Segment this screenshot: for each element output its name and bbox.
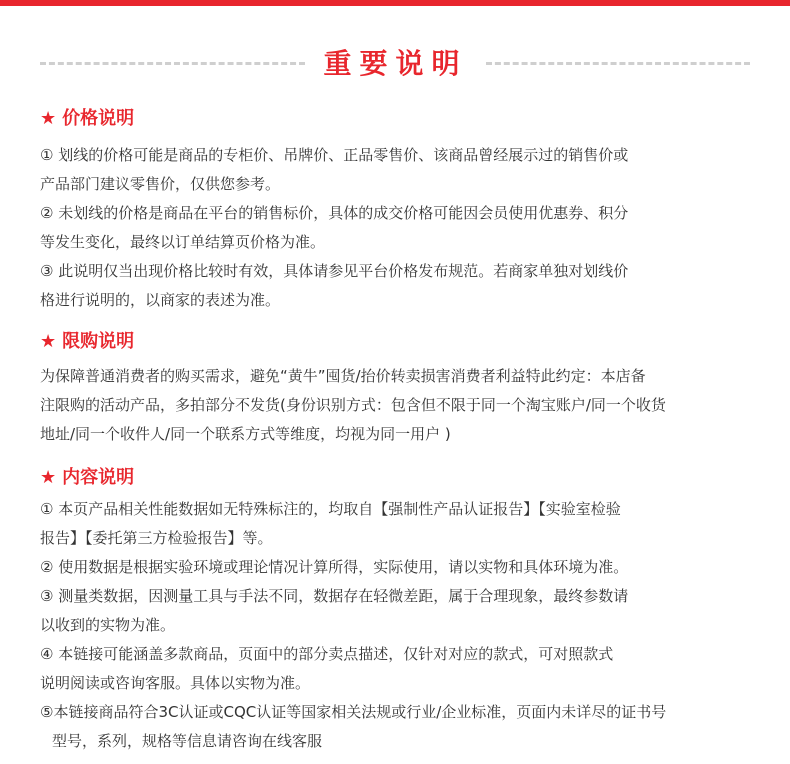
paragraph: [40, 582, 760, 640]
text-line: 格进行说明的，以商家的表述为准。: [40, 291, 281, 309]
section-title: ★ 内容说明: [40, 467, 135, 488]
paragraph: [40, 257, 760, 315]
paragraph: [40, 141, 760, 199]
section-purchase-limit: [40, 330, 760, 449]
header: [0, 42, 790, 86]
text-line: ② 未划线的价格是商品在平台的销售标价，具体的成交价格可能因会员使用优惠券、积分: [40, 204, 629, 222]
text-line: 等发生变化，最终以订单结算页价格为准。: [40, 233, 326, 251]
text-line: 型号，系列，规格等信息请咨询在线客服: [52, 732, 323, 750]
text-line: 说明阅读或咨询客服。具体以实物为准。: [40, 674, 311, 692]
star-icon: ★: [40, 108, 57, 129]
page-title: 重要说明: [323, 47, 468, 80]
text-line: 以收到的实物为准。: [40, 616, 176, 634]
section-content: [40, 466, 760, 756]
paragraph: [40, 640, 760, 698]
paragraph: [40, 199, 760, 257]
paragraph: [40, 553, 760, 582]
section-title: ★ 价格说明: [40, 108, 135, 129]
dashed-divider-left: [40, 62, 305, 65]
text-line: ③ 测量类数据，因测量工具与手法不同，数据存在轻微差距，属于合理现象，最终参数请: [40, 587, 629, 605]
text-line: ② 使用数据是根据实验环境或理论情况计算所得，实际使用，请以实物和具体环境为准。: [40, 558, 629, 576]
star-icon: ★: [40, 331, 57, 352]
star-icon: ★: [40, 467, 57, 488]
text-line: 产品部门建议零售价，仅供您参考。: [40, 175, 281, 193]
section-price: [40, 107, 760, 315]
text-line: 报告】【委托第三方检验报告】等。: [40, 529, 273, 547]
paragraph: [40, 495, 760, 553]
text-line: 注限购的活动产品，多拍部分不发货(身份识别方式：包含但不限于同一个淘宝账户/同一个收货: [40, 396, 666, 414]
top-accent-bar: [0, 0, 790, 6]
text-line: ④ 本链接可能涵盖多款商品，页面中的部分卖点描述，仅针对对应的款式，可对照款式: [40, 645, 614, 663]
dashed-divider-right: [486, 62, 750, 65]
text-line: ⑤本链接商品符合3C认证或CQC认证等国家相关法规或行业/企业标准，页面内未详尽的证书号: [40, 703, 667, 721]
text-line: 为保障普通消费者的购买需求，避免“黄牛”囤货/抬价转卖损害消费者利益特此约定：本店备: [40, 367, 646, 385]
section-title: ★ 限购说明: [40, 331, 135, 352]
text-line: ① 本页产品相关性能数据如无特殊标注的，均取自【强制性产品认证报告】【实验室检验: [40, 500, 621, 518]
paragraph: [40, 362, 760, 449]
text-line: ③ 此说明仅当出现价格比较时有效，具体请参见平台价格发布规范。若商家单独对划线价: [40, 262, 629, 280]
text-line: ① 划线的价格可能是商品的专柜价、吊牌价、正品零售价、该商品曾经展示过的销售价或: [40, 146, 629, 164]
paragraph: [40, 698, 760, 756]
text-line: 地址/同一个收件人/同一个联系方式等维度，均视为同一用户 ): [40, 425, 451, 443]
